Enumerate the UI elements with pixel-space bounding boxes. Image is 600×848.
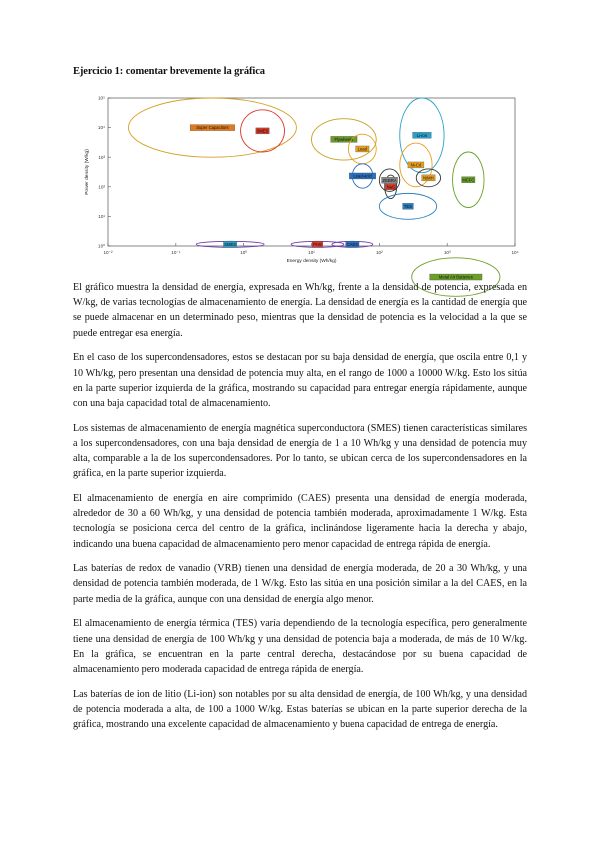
paragraph-caes: El almacenamiento de energía en aire comprimido (CAES) presenta una densidad de energía moderada, alrededor de 30 a 60 Wh/kg, y una densidad de potencia también moderada, aproximadamente 1 W/kg. Esta tecnología se posiciona cerca del centro de la gráfica, inclinándose ligeramente hacia la derecha y abajo, indicando una buena capacidad de almacenamiento pero menor capacidad de entrega rápida de energía.: [73, 492, 527, 550]
y-tick-label: 10¹: [98, 214, 105, 219]
x-tick-label: 10⁴: [511, 250, 519, 255]
energy-power-chart: [78, 90, 526, 280]
region-label: Super Capacitors: [196, 125, 229, 131]
region-label: Lead: [357, 146, 367, 152]
region-label: PHS: [313, 241, 322, 247]
x-tick-label: 10²: [376, 250, 383, 255]
y-tick-label: 10⁴: [97, 125, 105, 131]
y-axis-label: Power density (W/kg): [85, 149, 90, 195]
exercise-heading: Ejercicio 1: comentar brevemente la gráfica: [73, 66, 265, 77]
region-label: NiMH: [423, 175, 434, 181]
region-label: TES: [403, 203, 413, 209]
paragraph-vrb: Las baterías de redox de vanadio (VRB) tienen una densidad de energía moderada, de 20 a 30 Wh/kg, y una densidad de potencia también moderada, de 1 W/kg. Esto las sitúa en una posición similar a la del CAES, en la parte media de la gráfica, aunque con una densidad de energía algo menor.: [73, 563, 527, 605]
region-label: CAES: [346, 241, 359, 247]
y-tick-label: 10⁵: [97, 95, 105, 101]
y-tick-label: 10²: [98, 184, 105, 190]
region-label: MCFC: [462, 177, 475, 183]
y-tick-label: 10⁰: [98, 243, 105, 249]
x-tick-label: 10³: [443, 250, 451, 255]
region-label: NaS: [386, 184, 395, 190]
region-label: SMES: [256, 128, 269, 134]
region-label: Flywheels: [334, 136, 354, 142]
region-label: SMES: [224, 241, 237, 247]
region-label: Ni-Cd: [410, 162, 422, 168]
region-label: Metal Air Batteries: [438, 274, 473, 280]
y-tick-label: 10³: [98, 154, 105, 160]
paragraph-supercapacitors: En el caso de los supercondensadores, estos se destacan por su baja densidad de energía, que oscila entre 0,1 y 10 Wh/kg, pero presentan una densidad de potencia muy alta, en el rango de 1000 a 10000 W/kg. Esto los sitúa en la parte superior izquierda de la gráfica, mostrando su capacidad para entregar energía rápidamente, aunque con una baja capacidad total de almacenamiento.: [73, 352, 527, 409]
paragraph-tes: El almacenamiento de energía térmica (TES) varía dependiendo de la tecnología específica, pero generalmente tiene una densidad de energía de 100 Wh/kg y una densidad de potencia baja a moderada, de más de 10 W/kg. En la gráfica, se encuentran en la parte central derecha, destacándose por su buena capacidad de almacenamiento pero moderada capacidad de entrega rápida de energía.: [73, 618, 527, 675]
x-tick-label: 10¹: [308, 250, 315, 255]
document-body: [73, 280, 527, 742]
x-tick-label: 10⁰: [240, 250, 248, 255]
x-axis-label: Energy density (Wh/kg): [286, 259, 337, 264]
x-tick-label: 10⁻¹: [171, 250, 181, 255]
paragraph-li-ion: Las baterías de ion de litio (Li-ion) son notables por su alta densidad de energía, de 100 Wh/kg, y una densidad de potencia moderada a alta, de 100 a 1000 W/kg. Estas baterías se ubican en la parte superior derecha de la gráfica, mostrando una excelente capacidad de almacenamiento y buena capacidad de entrega de energía.: [73, 688, 527, 731]
paragraph-intro: El gráfico muestra la densidad de energía, expresada en Wh/kg, frente a la densidad de potencia, expresada en W/kg, de varias tecnologías de almacenamiento de energía. La densidad de energía es la cantidad de energía que se puede almacenar en un determinado peso, mientras que la densidad de potencia es la velocidad a la que se puede entregar esa energía.: [73, 282, 527, 339]
paragraph-smes: Los sistemas de almacenamiento de energía magnética superconductora (SMES) tienen características similares a los supercondensadores, con una baja densidad de energía de 1 a 10 Wh/kg y una densidad de potencia muy alta, comparable a la de los supercondensadores. Por lo tanto, se ubican cerca de los supercondensadores en la gráfica, en la parte superior izquierda.: [73, 422, 527, 480]
region-label: ZEBRA: [382, 177, 397, 183]
x-tick-label: 10⁻²: [103, 250, 113, 255]
plot-frame: [108, 98, 515, 246]
region-label: Li-ion: [416, 132, 428, 138]
region-label: Lead-acid: [353, 173, 372, 179]
